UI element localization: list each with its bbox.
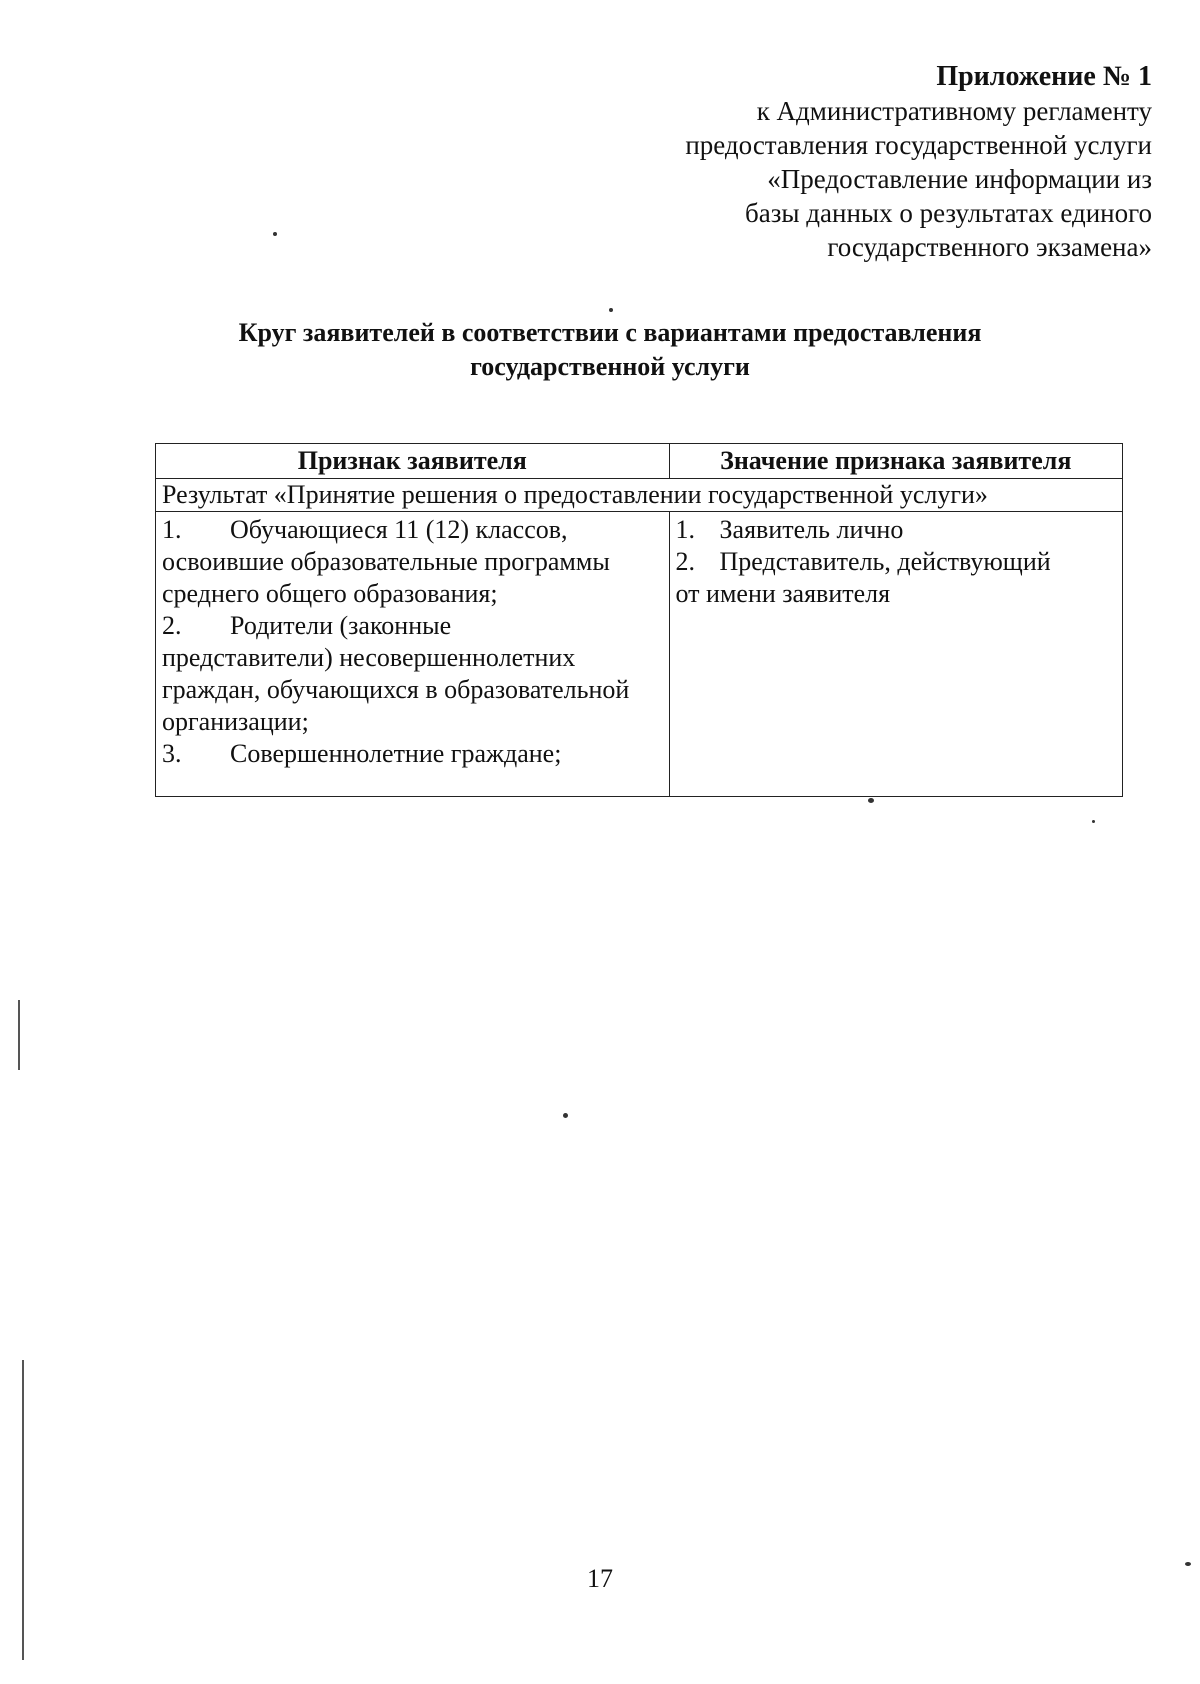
attribute-values-cell: [669, 512, 1122, 797]
applicants-table-wrap: [155, 443, 1123, 797]
page-number: 17: [587, 1564, 613, 1593]
item-text: Представитель, действующий: [719, 547, 1051, 576]
list-item: [162, 514, 663, 546]
item-number: 2.: [675, 547, 696, 576]
item-number: 1.: [675, 515, 696, 544]
heading-line: государственной услуги: [470, 352, 750, 381]
item-text: Обучающиеся 11 (12) классов,: [230, 515, 568, 544]
header-applicant-attribute: Признак заявителя: [156, 444, 670, 479]
scan-edge-line: [22, 1360, 24, 1660]
item-number: 1.: [162, 515, 182, 544]
scan-speck: [609, 308, 613, 312]
appendix-line: «Предоставление информации из: [767, 164, 1152, 194]
list-item: [162, 738, 663, 770]
scan-speck: [273, 232, 277, 236]
document-heading: [150, 316, 1070, 384]
item-continuation: представители) несовершеннолетних граждан, обучающихся в образовательной организации;: [162, 643, 630, 736]
scan-speck: [563, 1113, 568, 1118]
item-text: Родители (законные: [230, 611, 452, 640]
table-header-row: [156, 444, 1123, 479]
list-item: [676, 514, 1116, 546]
appendix-line: к Административному регламенту: [756, 96, 1152, 126]
scan-speck: [1185, 1562, 1191, 1566]
scan-edge-line: [18, 1000, 20, 1070]
item-number: 2.: [162, 611, 182, 640]
appendix-line: предоставления государственной услуги: [685, 130, 1152, 160]
list-item: [676, 546, 1116, 578]
item-continuation: освоившие образовательные программы среднего общего образования;: [162, 547, 610, 608]
heading-line: Круг заявителей в соответствии с вариантами предоставления: [238, 318, 982, 347]
appendix-line: государственного экзамена»: [827, 232, 1152, 262]
appendix-title: Приложение № 1: [936, 61, 1152, 92]
appendix-header: [592, 60, 1152, 264]
item-text: Совершеннолетние граждане;: [230, 739, 562, 768]
item-number: 3.: [162, 739, 182, 768]
scan-speck: [868, 798, 874, 803]
item-continuation: от имени заявителя: [675, 579, 891, 608]
result-cell: Результат «Принятие решения о предоставлении государственной услуги»: [156, 479, 1123, 512]
applicants-table: [155, 443, 1123, 797]
item-text: Заявитель лично: [719, 515, 904, 544]
appendix-line: базы данных о результатах единого: [745, 198, 1152, 228]
header-attribute-value: Значение признака заявителя: [669, 444, 1122, 479]
applicant-attributes-cell: [156, 512, 670, 797]
list-item: [162, 610, 663, 642]
table-result-row: [156, 479, 1123, 512]
scan-speck: [1092, 820, 1095, 823]
table-row: [156, 512, 1123, 797]
